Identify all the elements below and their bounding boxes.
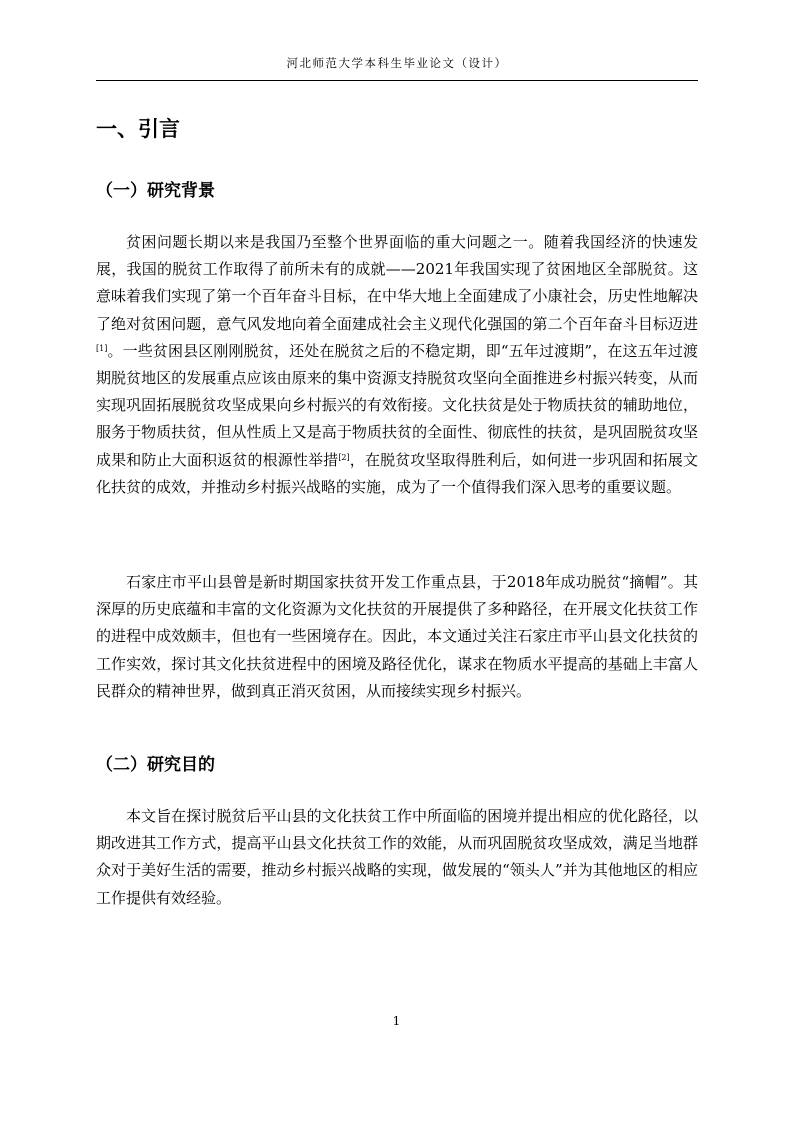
running-header: 河北师范大学本科生毕业论文（设计） — [286, 56, 508, 70]
page-number: 1 — [392, 1014, 401, 1028]
citation-2: [2] — [338, 452, 350, 462]
background-text-part-3: ，在脱贫攻坚取得胜利后，如何进一步巩固和拓展文化扶贫的成效，并推动乡村振兴战略的实施，成为了一个值得我们深入思考的重要议题。 — [96, 450, 698, 496]
subsection-title-purpose: （二）研究目的 — [96, 755, 215, 775]
section-title-introduction: 一、引言 — [96, 117, 180, 141]
background-paragraph-2: 石家庄市平山县曾是新时期国家扶贫开发工作重点县，于2018年成功脱贫“摘帽”。其深厚的历史底蕴和丰富的文化资源为文化扶贫的开展提供了多种路径，在开展文化扶贫工作的进程中成效颇丰，但也有一些困境存在。因此，本文通过关注石家庄市平山县文化扶贫的工作实效，探讨其文化扶贫进程中的困境及路径优化，谋求在物质水平提高的基础上丰富人民群众的精神世界，做到真正消灭贫困，从而接续实现乡村振兴。 — [96, 573, 698, 700]
citation-1: [1] — [96, 343, 108, 353]
purpose-paragraph: 本文旨在探讨脱贫后平山县的文化扶贫工作中所面临的困境并提出相应的优化路径，以期改进其工作方式，提高平山县文化扶贫工作的效能，从而巩固脱贫攻坚成效，满足当地群众对于美好生活的需要，推动乡村振兴战略的实现，做发展的“领头人”并为其他地区的相应工作提供有效经验。 — [96, 807, 698, 907]
header-rule — [96, 80, 698, 81]
subsection-title-background: （一）研究背景 — [96, 181, 215, 201]
background-paragraph-1 — [96, 229, 698, 501]
background-text-part-1: 贫困问题长期以来是我国乃至整个世界面临的重大问题之一。随着我国经济的快速发展，我国的脱贫工作取得了前所未有的成就——2021年我国实现了贫困地区全部脱贫。这意味着我们实现了第一个百年奋斗目标，在中华大地上全面建成了小康社会，历史性地解决了绝对贫困问题，意气风发地向着全面建成社会主义现代化强国的第二个百年奋斗目标迈进 — [96, 233, 698, 333]
background-text-part-2: 。一些贫困县区刚刚脱贫，还处在脱贫之后的不稳定期，即“五年过渡期”，在这五年过渡期脱贫地区的发展重点应该由原来的集中资源支持脱贫攻坚向全面推进乡村振兴转变，从而实现巩固拓展脱贫攻坚成果向乡村振兴的有效衔接。文化扶贫是处于物质扶贫的辅助地位，服务于物质扶贫，但从性质上又是高于物质扶贫的全面性、彻底性的扶贫，是巩固脱贫攻坚成果和防止大面积返贫的根源性举措 — [96, 341, 698, 469]
